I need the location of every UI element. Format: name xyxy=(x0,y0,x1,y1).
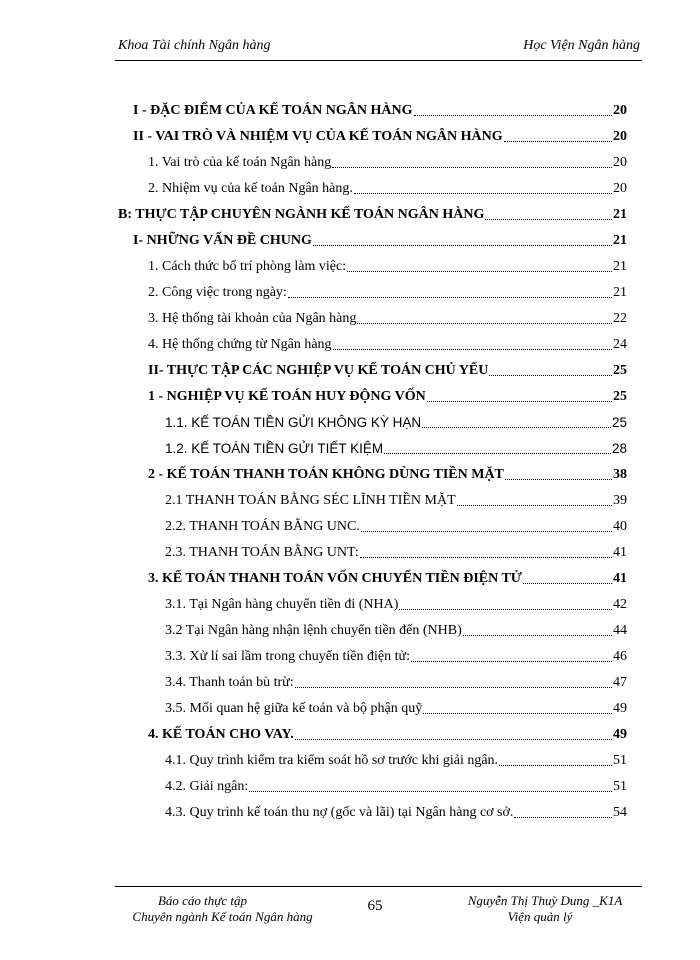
toc-entry xyxy=(148,358,627,380)
toc-entry-page: 21 xyxy=(613,285,627,300)
toc-leader-dots xyxy=(347,271,612,272)
toc-entry-page: 22 xyxy=(613,311,627,326)
toc-entry-title: II - VAI TRÒ VÀ NHIỆM VỤ CỦA KẾ TOÁN NGÂN HÀNG xyxy=(133,129,503,144)
toc-leader-dots xyxy=(422,427,611,428)
toc-leader-dots xyxy=(357,323,612,324)
toc-entry-title: 1. Cách thức bố trí phòng làm việc: xyxy=(148,259,347,274)
toc-entry xyxy=(165,800,627,822)
toc-entry-title: 1.1. KẾ TOÁN TIỀN GỬI KHÔNG KỲ HẠN xyxy=(165,415,422,430)
toc-entry-title: 2 - KẾ TOÁN THANH TOÁN KHÔNG DÙNG TIỀN MẶT xyxy=(148,467,504,482)
toc-entry-title: 1 - NGHIỆP VỤ KẾ TOÁN HUY ĐỘNG VỐN xyxy=(148,389,426,404)
toc-leader-dots xyxy=(423,713,612,714)
toc-entry-page: 51 xyxy=(613,753,627,768)
footer-report-label: Báo cáo thực tập xyxy=(157,893,248,908)
header-divider xyxy=(115,60,642,61)
toc-entry xyxy=(133,124,627,146)
toc-leader-dots xyxy=(427,401,612,402)
toc-leader-dots xyxy=(463,635,612,636)
toc-leader-dots xyxy=(414,115,612,116)
toc-entry-title: 4. KẾ TOÁN CHO VAY. xyxy=(148,727,294,742)
toc-entry-title: 3.2 Tại Ngân hàng nhận lệnh chuyển tiền đến (NHB) xyxy=(165,623,462,638)
footer-major-label: Chuyên ngành Kế toán Ngân hàng xyxy=(132,909,313,924)
toc-leader-dots xyxy=(360,557,612,558)
toc-entry xyxy=(148,384,627,406)
toc-entry-page: 41 xyxy=(613,571,627,586)
toc-entry-page: 38 xyxy=(613,467,627,482)
toc-entry-page: 49 xyxy=(613,727,627,742)
toc-entry xyxy=(165,774,627,796)
toc-leader-dots xyxy=(411,661,612,662)
footer-author: Nguyễn Thị Thuỳ Dung _K1A xyxy=(467,893,623,908)
toc-entry-title: II- THỰC TẬP CÁC NGHIỆP VỤ KẾ TOÁN CHỦ YẾU xyxy=(148,363,489,378)
toc-leader-dots xyxy=(249,791,612,792)
footer-divider xyxy=(115,886,642,887)
toc-entry-page: 24 xyxy=(613,337,627,352)
toc-entry xyxy=(148,176,627,198)
toc-leader-dots xyxy=(333,349,612,350)
toc-leader-dots xyxy=(489,375,612,376)
toc-leader-dots xyxy=(332,167,612,168)
toc-leader-dots xyxy=(295,739,612,740)
toc-entry-title: 2.1 THANH TOÁN BẰNG SÉC LĨNH TIỀN MẶT xyxy=(165,493,456,508)
toc-entry-title: 4.2. Giải ngân: xyxy=(165,779,249,794)
toc-entry xyxy=(148,280,627,302)
toc-leader-dots xyxy=(457,505,612,506)
toc-leader-dots xyxy=(504,141,612,142)
toc-entry xyxy=(165,540,627,562)
toc-entry-title: 3.3. Xử lí sai lầm trong chuyển tiền điện tử: xyxy=(165,649,410,664)
toc-entry-title: 2. Nhiệm vụ của kế toán Ngân hàng. xyxy=(148,181,353,196)
toc-entry xyxy=(165,696,627,718)
toc-entry-page: 54 xyxy=(613,805,627,820)
toc-entry-page: 42 xyxy=(613,597,627,612)
toc-entry xyxy=(148,722,627,744)
toc-entry xyxy=(133,98,627,120)
toc-entry xyxy=(148,566,627,588)
toc-entry xyxy=(165,488,627,510)
toc-entry-page: 28 xyxy=(611,441,627,456)
toc-entry-title: 1. Vai trò của kế toán Ngân hàng xyxy=(148,155,332,170)
toc-entry-page: 25 xyxy=(613,389,627,404)
toc-entry-title: 4.3. Quy trình kế toán thu nợ (gốc và lãi) tại Ngân hàng cơ sở. xyxy=(165,805,514,820)
toc-entry-page: 20 xyxy=(613,155,627,170)
toc-entry-page: 25 xyxy=(613,363,627,378)
toc-entry-title: 4.1. Quy trình kiểm tra kiểm soát hồ sơ trước khi giải ngân. xyxy=(165,753,499,768)
toc-entry-page: 20 xyxy=(613,103,627,118)
toc-entry xyxy=(165,618,627,640)
toc-entry xyxy=(148,254,627,276)
toc-entry xyxy=(165,592,627,614)
toc-entry-page: 20 xyxy=(613,181,627,196)
toc-entry-page: 49 xyxy=(613,701,627,716)
toc-leader-dots xyxy=(313,245,612,246)
toc-entry-page: 46 xyxy=(613,649,627,664)
toc-leader-dots xyxy=(399,609,612,610)
toc-entry xyxy=(148,332,627,354)
toc-entry xyxy=(118,202,627,224)
toc-leader-dots xyxy=(384,453,611,454)
toc-entry-page: 44 xyxy=(613,623,627,638)
toc-entry-title: I - ĐẶC ĐIỂM CỦA KẾ TOÁN NGÂN HÀNG xyxy=(133,103,413,118)
toc-leader-dots xyxy=(361,531,612,532)
toc-entry xyxy=(165,436,627,458)
toc-leader-dots xyxy=(354,193,612,194)
toc-leader-dots xyxy=(295,687,612,688)
toc-leader-dots xyxy=(505,479,612,480)
footer-institute: Viện quản lý xyxy=(507,909,573,924)
header-faculty: Khoa Tài chính Ngân hàng xyxy=(118,38,271,53)
toc-entry xyxy=(148,150,627,172)
toc-entry-page: 21 xyxy=(613,233,627,248)
toc-entry xyxy=(148,306,627,328)
toc-entry-page: 25 xyxy=(611,415,627,430)
toc-entry-title: 3.4. Thanh toán bù trừ: xyxy=(165,675,294,690)
toc-entry-page: 41 xyxy=(613,545,627,560)
toc-entry-title: B: THỰC TẬP CHUYÊN NGÀNH KẾ TOÁN NGÂN HÀNG xyxy=(118,207,485,222)
toc-entry-page: 40 xyxy=(613,519,627,534)
toc-entry-page: 21 xyxy=(613,259,627,274)
toc-entry xyxy=(133,228,627,250)
toc-entry xyxy=(148,462,627,484)
toc-entry-title: 3.5. Mối quan hệ giữa kế toán và bộ phận quỹ xyxy=(165,701,423,716)
toc-entry xyxy=(165,514,627,536)
toc-leader-dots xyxy=(485,219,612,220)
toc-entry-title: 2.3. THANH TOÁN BẰNG UNT: xyxy=(165,545,359,560)
page-number: 65 xyxy=(367,898,383,914)
toc-entry-page: 21 xyxy=(613,207,627,222)
toc-entry-title: 4. Hệ thống chứng từ Ngân hàng xyxy=(148,337,332,352)
toc-entry-title: 3. Hệ thống tài khoản của Ngân hàng xyxy=(148,311,357,326)
toc-entry-page: 51 xyxy=(613,779,627,794)
toc-leader-dots xyxy=(499,765,612,766)
toc-entry-title: 2.2. THANH TOÁN BẰNG UNC. xyxy=(165,519,360,534)
toc-entry xyxy=(165,748,627,770)
toc-entry-title: 2. Công việc trong ngày: xyxy=(148,285,287,300)
toc-entry-title: 1.2. KẾ TOÁN TIỀN GỬI TIẾT KIỆM xyxy=(165,441,384,456)
toc-entry xyxy=(165,670,627,692)
toc-entry xyxy=(165,410,627,432)
toc-leader-dots xyxy=(288,297,612,298)
toc-entry-title: I- NHỮNG VẤN ĐỀ CHUNG xyxy=(133,233,312,248)
toc-entry xyxy=(165,644,627,666)
header-academy: Học Viện Ngân hàng xyxy=(523,38,640,53)
toc-entry-page: 39 xyxy=(613,493,627,508)
toc-entry-title: 3.1. Tại Ngân hàng chuyển tiền đi (NHA) xyxy=(165,597,399,612)
toc-leader-dots xyxy=(523,583,612,584)
toc-entry-title: 3. KẾ TOÁN THANH TOÁN VỐN CHUYỂN TIỀN ĐIỆN TỬ xyxy=(148,571,522,586)
toc-entry-page: 20 xyxy=(613,129,627,144)
toc-leader-dots xyxy=(514,817,612,818)
toc-entry-page: 47 xyxy=(613,675,627,690)
